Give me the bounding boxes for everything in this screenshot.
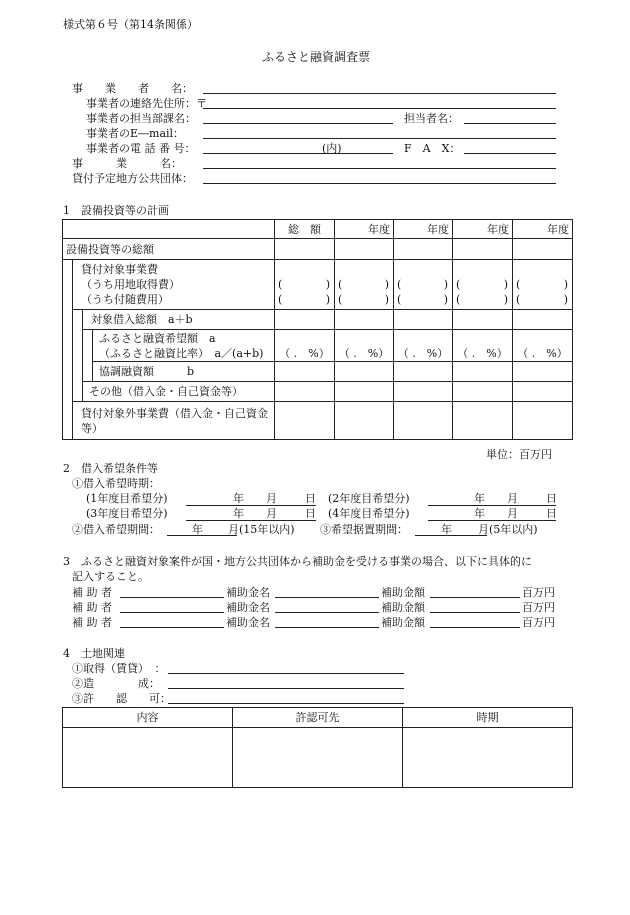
subsidy-giver-label-2: 補 助 者 <box>72 601 112 614</box>
percent-placeholder: （ . %） <box>397 346 449 360</box>
lgov-field[interactable] <box>203 183 556 184</box>
row-other-label: その他（借入金・自己資金等） <box>83 382 275 402</box>
row-loan-target-label: 貸付対象事業費 <box>81 263 158 276</box>
percent-placeholder: （ . %） <box>517 346 568 360</box>
dept-label: 事業者の担当部課名： <box>86 112 196 125</box>
year3-field[interactable] <box>186 520 316 521</box>
y4-day: 日 <box>546 507 557 520</box>
paren-placeholder: ( ) <box>456 293 508 306</box>
lgov-label: 貸付予定地方公共団体： <box>72 172 193 185</box>
subsidy-unit-2: 百万円 <box>522 601 555 614</box>
percent-placeholder: （ . %） <box>279 346 330 360</box>
subsidy-giver-label-1: 補 助 者 <box>72 586 112 599</box>
col-year-4: 年度 <box>513 220 573 239</box>
grace-month: 月 <box>478 523 489 536</box>
subsidy-giver-field-3[interactable] <box>120 627 224 628</box>
project-field[interactable] <box>203 168 556 169</box>
row-ratio-label: （ふるさと融資比率） a／(a+b) <box>99 346 264 360</box>
investment-plan-table <box>62 219 573 440</box>
year4-field[interactable] <box>428 520 556 521</box>
row-coop-label: 協調融資額 b <box>93 362 275 382</box>
period-label: ②借入希望期間： <box>72 523 160 536</box>
subsidy-giver-label-3: 補 助 者 <box>72 616 112 629</box>
time-cell[interactable] <box>403 728 573 788</box>
unit-label: 単位：百万円 <box>486 448 552 461</box>
acquire-label: ①取得（賃貸） ： <box>72 662 166 675</box>
col-time: 時期 <box>403 708 573 728</box>
section1-heading: 1 設備投資等の計画 <box>63 204 169 217</box>
subsidy-name-label-1: 補助金名 <box>226 586 270 599</box>
row-land-label: （うち用地取得費） <box>81 278 180 291</box>
col-year-1: 年度 <box>335 220 394 239</box>
subsidy-name-field-1[interactable] <box>275 597 379 598</box>
y4-month: 月 <box>507 507 518 520</box>
y1-day: 日 <box>305 492 316 505</box>
paren-placeholder: ( ) <box>338 293 389 306</box>
grace-note: (5年以内) <box>489 523 538 536</box>
section3-heading: 3 ふるさと融資対象案件が国・地方公共団体から補助金を受ける事業の場合、以下に具体的に <box>63 555 532 568</box>
subsidy-name-field-3[interactable] <box>275 627 379 628</box>
col-content: 内容 <box>63 708 233 728</box>
permit-field[interactable] <box>168 703 404 704</box>
tel-label: 事業者の電 話 番 号： <box>86 142 196 155</box>
col-authority: 許認可先 <box>233 708 403 728</box>
col-year-3: 年度 <box>453 220 513 239</box>
y3-month: 月 <box>266 507 277 520</box>
y4-year: 年 <box>474 507 485 520</box>
page-title: ふるさと融資調査票 <box>262 50 371 64</box>
dept-field[interactable] <box>203 123 393 124</box>
paren-placeholder: ( ) <box>456 278 508 291</box>
year3-label: (3年度目希望分) <box>86 507 168 520</box>
subsidy-name-label-3: 補助金名 <box>226 616 270 629</box>
year4-label: (4年度目希望分) <box>328 507 410 520</box>
percent-placeholder: （ . %） <box>338 346 390 360</box>
applicant-name-label: 事 業 者 名： <box>72 82 193 95</box>
form-number: 様式第６号（第14条関係） <box>63 18 198 31</box>
col-total: 総 額 <box>275 220 335 239</box>
subsidy-giver-field-1[interactable] <box>120 597 224 598</box>
paren-placeholder: ( ) <box>397 278 448 291</box>
subsidy-amount-label-3: 補助金額 <box>381 616 425 629</box>
construct-label: ②造 成： <box>72 677 160 690</box>
y2-year: 年 <box>474 492 485 505</box>
paren-placeholder: ( ) <box>397 293 448 306</box>
timing-label: ①借入希望時期： <box>72 477 160 490</box>
person-field[interactable] <box>464 123 556 124</box>
paren-placeholder: ( ) <box>516 278 568 291</box>
year1-label: (1年度目希望分) <box>86 492 168 505</box>
tel-field[interactable] <box>203 153 393 154</box>
subsidy-amount-field-1[interactable] <box>430 597 520 598</box>
paren-placeholder: ( ) <box>338 278 389 291</box>
y2-month: 月 <box>507 492 518 505</box>
row-furusato-label: ふるさと融資希望額 a <box>99 331 216 345</box>
permit-table <box>62 707 573 788</box>
y3-year: 年 <box>233 507 244 520</box>
y1-year: 年 <box>233 492 244 505</box>
grace-label: ③希望据置期間： <box>320 523 408 536</box>
fax-field[interactable] <box>464 153 556 154</box>
row-incidental-label: （うち付随費用） <box>81 293 169 306</box>
subsidy-giver-field-2[interactable] <box>120 612 224 613</box>
row-target-loan-label: 対象借入総額 a＋b <box>83 310 275 330</box>
email-field[interactable] <box>203 138 556 139</box>
authority-cell[interactable] <box>233 728 403 788</box>
period-year: 年 <box>192 523 203 536</box>
email-label: 事業者のE―mail： <box>86 127 185 140</box>
year1-field[interactable] <box>186 505 316 506</box>
permit-label: ③許 認 可： <box>72 692 171 705</box>
y3-day: 日 <box>305 507 316 520</box>
project-label: 事 業 名： <box>72 157 182 170</box>
y2-day: 日 <box>546 492 557 505</box>
person-label: 担当者名： <box>404 112 459 125</box>
paren-placeholder: ( ) <box>516 293 568 306</box>
section2-heading: 2 借入希望条件等 <box>63 462 158 475</box>
year2-field[interactable] <box>428 505 556 506</box>
subsidy-name-field-2[interactable] <box>275 612 379 613</box>
period-month: 月 <box>228 523 239 536</box>
row-non-target-label: 貸付対象外事業費（借入金・自己資金等） <box>73 402 275 440</box>
section3-note: 記入すること。 <box>72 570 149 583</box>
y1-month: 月 <box>266 492 277 505</box>
col-year-2: 年度 <box>394 220 453 239</box>
acquire-field[interactable] <box>168 673 404 674</box>
content-cell[interactable] <box>63 728 233 788</box>
subsidy-amount-field-2[interactable] <box>430 612 520 613</box>
subsidy-unit-1: 百万円 <box>522 586 555 599</box>
subsidy-amount-label-1: 補助金額 <box>381 586 425 599</box>
address-field[interactable] <box>203 108 556 109</box>
year2-label: (2年度目希望分) <box>328 492 410 505</box>
tel-ext: (内) <box>322 142 342 155</box>
construct-field[interactable] <box>168 688 404 689</box>
period-note: (15年以内) <box>239 523 295 536</box>
applicant-name-field[interactable] <box>203 93 556 94</box>
address-label: 事業者の連絡先住所：〒 <box>86 97 207 110</box>
section4-heading: 4 土地関連 <box>63 647 125 660</box>
subsidy-unit-3: 百万円 <box>522 616 555 629</box>
paren-placeholder: ( ) <box>278 293 330 306</box>
subsidy-amount-field-3[interactable] <box>430 627 520 628</box>
percent-placeholder: （ . %） <box>457 346 508 360</box>
fax-label: F A X： <box>404 142 461 155</box>
subsidy-name-label-2: 補助金名 <box>226 601 270 614</box>
paren-placeholder: ( ) <box>278 278 330 291</box>
row-total-label: 設備投資等の総額 <box>63 239 275 260</box>
grace-year: 年 <box>441 523 452 536</box>
subsidy-amount-label-2: 補助金額 <box>381 601 425 614</box>
